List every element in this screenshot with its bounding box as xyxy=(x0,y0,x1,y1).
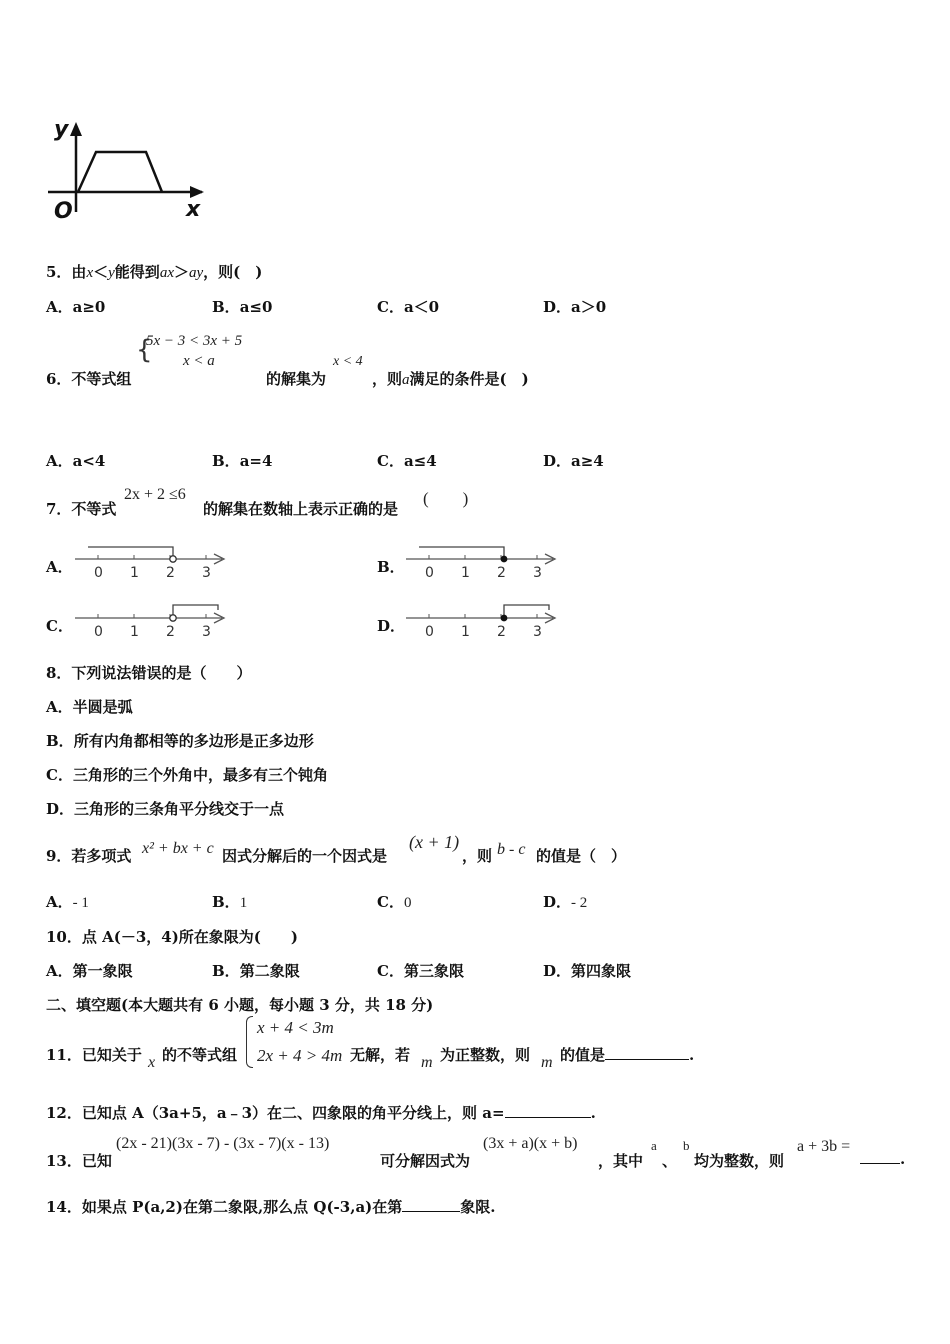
q5-option-d[interactable] xyxy=(543,296,606,317)
y-label: y xyxy=(54,117,69,142)
q5-mid: 能得到 xyxy=(114,263,160,281)
question-11 xyxy=(46,1044,142,1065)
function-graph xyxy=(44,112,214,224)
tick-label: 0 xyxy=(425,565,434,581)
question-9 xyxy=(46,845,131,866)
option-letter: C． xyxy=(46,766,73,784)
q14-answer-blank[interactable] xyxy=(402,1211,460,1212)
q8-option-d[interactable] xyxy=(46,798,284,819)
question-11-tail2 xyxy=(440,1044,530,1065)
option-letter: A． xyxy=(46,893,73,911)
solid-point xyxy=(501,615,508,622)
option-letter: B． xyxy=(212,962,240,980)
q8-option-a[interactable] xyxy=(46,696,133,717)
option-text: 1 xyxy=(239,895,248,911)
q9-mid2: ，则 xyxy=(462,847,493,865)
question-7-mid xyxy=(203,498,398,519)
q6-tail-b: 满足的条件是( ) xyxy=(409,370,529,388)
q13-factor: (3x + a)(x + b) xyxy=(483,1135,578,1152)
q6-option-a[interactable] xyxy=(46,450,105,471)
option-text: 三角形的三条角平分线交于一点 xyxy=(74,800,285,818)
q11-var-m2: m xyxy=(541,1054,553,1071)
q13-end: . xyxy=(900,1150,906,1168)
q14-tail: 象限. xyxy=(460,1198,496,1216)
q12-answer-blank[interactable] xyxy=(505,1117,591,1118)
q11-answer-blank[interactable] xyxy=(605,1059,689,1060)
tick-label: 3 xyxy=(533,624,542,640)
option-text: 第三象限 xyxy=(403,962,464,980)
tick-label: 1 xyxy=(130,624,139,640)
option-text: 0 xyxy=(403,895,412,911)
q9-tail: 的值是（ ） xyxy=(536,847,627,865)
option-text: 第四象限 xyxy=(571,962,632,980)
q7-numberline-c[interactable] xyxy=(70,601,230,643)
q7-option-a-letter[interactable]: A． xyxy=(46,558,73,576)
question-13-mid xyxy=(380,1150,470,1171)
option-text: 第一象限 xyxy=(72,962,133,980)
q7-numberline-d[interactable] xyxy=(401,601,561,643)
q11-tail3: 的值是 xyxy=(560,1046,606,1064)
option-letter: C． xyxy=(377,452,404,470)
q7-numberline-b[interactable] xyxy=(401,542,561,584)
question-11-mid xyxy=(162,1044,237,1065)
tick-label: 3 xyxy=(533,565,542,581)
q6-option-d[interactable] xyxy=(543,450,604,471)
q11-var-x: x xyxy=(148,1054,156,1071)
q7-num: 7．不等式 xyxy=(46,500,117,518)
q13-answer-blank[interactable] xyxy=(860,1163,900,1164)
question-6-mid xyxy=(266,368,326,389)
q12-end: . xyxy=(590,1104,596,1122)
q6-system-line1: 5x − 3 < 3x + 5 xyxy=(146,333,243,349)
tick-label: 0 xyxy=(94,624,103,640)
q8-option-c[interactable] xyxy=(46,764,328,785)
tick-label: 2 xyxy=(497,624,506,640)
option-letter: C． xyxy=(377,298,404,316)
question-9-tail xyxy=(536,845,626,866)
option-letter: B． xyxy=(212,452,240,470)
q14-text: 14．如果点 P(a,2)在第二象限,那么点 Q(-3,a)在第 xyxy=(46,1198,403,1216)
q6-tail-a: ，则 xyxy=(372,370,403,388)
hollow-point xyxy=(170,615,176,621)
option-text: a≥0 xyxy=(72,298,106,316)
q9-option-d[interactable] xyxy=(543,891,587,912)
q5-lt: ＜ xyxy=(93,263,109,281)
q5-tail: ，则( ) xyxy=(203,263,263,281)
q10-option-a[interactable] xyxy=(46,960,133,981)
q12-text: 12．已知点 A（3a+5，a﹣3）在二、四象限的角平分线上，则 a= xyxy=(46,1104,505,1122)
tick-label: 2 xyxy=(166,624,175,640)
option-letter: D． xyxy=(543,893,572,911)
q5-num: 5．由 xyxy=(46,263,87,281)
q11-brace xyxy=(246,1016,253,1068)
option-text: 第二象限 xyxy=(239,962,300,980)
solid-point xyxy=(501,556,508,563)
question-13-mid2 xyxy=(598,1150,643,1171)
q5-ax: ax xyxy=(159,265,174,281)
q7-option-b-letter[interactable]: B． xyxy=(377,558,405,576)
option-letter: A． xyxy=(46,452,73,470)
question-13-mid3 xyxy=(694,1150,784,1171)
option-text: 三角形的三个外角中，最多有三个钝角 xyxy=(72,766,328,784)
q13-var-b: b xyxy=(683,1138,690,1153)
option-text: a≥4 xyxy=(571,452,604,470)
option-letter: D． xyxy=(543,298,572,316)
q10-option-c[interactable] xyxy=(377,960,464,981)
solution-ray xyxy=(419,547,504,556)
solution-ray xyxy=(88,547,173,556)
q13-mid3: 均为整数，则 xyxy=(694,1152,785,1170)
question-14 xyxy=(46,1196,496,1217)
option-text: a＞0 xyxy=(571,298,607,316)
solution-ray xyxy=(173,605,218,615)
option-letter: A． xyxy=(46,962,73,980)
q6-var-a: a xyxy=(402,372,410,388)
q9-option-a[interactable] xyxy=(46,891,89,912)
q13-mid: 可分解因式为 xyxy=(380,1152,471,1170)
option-text: - 2 xyxy=(571,895,588,911)
question-12 xyxy=(46,1102,596,1123)
q6-solution: x < 4 xyxy=(333,354,363,369)
q7-option-c-letter[interactable]: C． xyxy=(46,617,73,635)
q11-mid: 的不等式组 xyxy=(162,1046,238,1064)
option-letter: C． xyxy=(377,962,404,980)
q6-num: 6．不等式组 xyxy=(46,370,132,388)
q9-polynomial: x² + bx + c xyxy=(142,840,214,857)
question-6-tail xyxy=(372,368,529,389)
q11-num: 11．已知关于 xyxy=(46,1046,142,1064)
q7-numberline-a[interactable] xyxy=(70,542,230,584)
option-text: a≤4 xyxy=(403,452,437,470)
option-text: - 1 xyxy=(72,895,89,911)
tick-label: 1 xyxy=(461,565,470,581)
q7-paren: ( ) xyxy=(423,489,469,508)
question-11-tail1 xyxy=(350,1044,410,1065)
option-letter: B． xyxy=(212,298,240,316)
tick-label: 3 xyxy=(202,624,211,640)
q9-mid: 因式分解后的一个因式是 xyxy=(222,847,388,865)
tick-label: 2 xyxy=(166,565,175,581)
y-axis-arrow xyxy=(70,122,82,136)
q9-factor: (x + 1) xyxy=(409,832,460,852)
q10-option-b[interactable] xyxy=(212,960,300,981)
tick-label: 0 xyxy=(425,624,434,640)
q6-option-b[interactable] xyxy=(212,450,272,471)
question-13-answer xyxy=(860,1150,905,1168)
q13-expression: (2x - 21)(3x - 7) - (3x - 7)(x - 13) xyxy=(116,1135,330,1152)
q13-sep: 、 xyxy=(662,1152,678,1170)
q6-system-line2: x < a xyxy=(183,353,215,369)
q5-gt: ＞ xyxy=(173,263,189,281)
option-text: a=4 xyxy=(239,452,273,470)
option-letter: B． xyxy=(46,732,74,750)
tick-label: 3 xyxy=(202,565,211,581)
q5-option-c[interactable] xyxy=(377,296,439,317)
q9-option-b[interactable] xyxy=(212,891,247,912)
question-8: 8．下列说法错误的是（ ） xyxy=(46,664,252,682)
q13-result-expr: a + 3b = xyxy=(797,1138,851,1155)
question-10: 10．点 A(－3，4)所在象限为( ) xyxy=(46,928,298,946)
option-text: a≤0 xyxy=(239,298,273,316)
q11-system-line1: x + 4 < 3m xyxy=(257,1018,334,1037)
option-letter: D． xyxy=(543,452,572,470)
option-letter: C． xyxy=(377,893,404,911)
o-label: O xyxy=(54,199,73,224)
q8-option-b[interactable] xyxy=(46,730,314,751)
option-text: a<4 xyxy=(72,452,106,470)
option-text: a＜0 xyxy=(403,298,440,316)
q6-mid: 的解集为 xyxy=(266,370,327,388)
option-letter: A． xyxy=(46,298,73,316)
q11-tail2: 为正整数，则 xyxy=(440,1046,531,1064)
question-9-mid2 xyxy=(462,845,492,866)
q9-num: 9．若多项式 xyxy=(46,847,132,865)
q11-tail1: 无解，若 xyxy=(350,1046,411,1064)
question-7 xyxy=(46,498,116,519)
q5-option-b[interactable] xyxy=(212,296,272,317)
q5-option-a[interactable] xyxy=(46,296,105,317)
tick-label: 1 xyxy=(130,565,139,581)
option-letter: B． xyxy=(212,893,240,911)
section-2-title: 二、填空题(本大题共有 6 小题，每小题 3 分，共 18 分) xyxy=(46,996,434,1014)
q5-ay: ay xyxy=(189,265,204,281)
option-letter: D． xyxy=(543,962,572,980)
q5-y: y xyxy=(108,265,115,281)
x-label: x xyxy=(186,197,201,222)
q7-mid: 的解集在数轴上表示正确的是 xyxy=(203,500,399,518)
q10-option-d[interactable] xyxy=(543,960,631,981)
q11-var-m: m xyxy=(421,1054,433,1071)
question-11-tail3 xyxy=(560,1044,694,1065)
option-letter: D． xyxy=(46,800,75,818)
q9-expr: b - c xyxy=(497,841,526,858)
solution-ray xyxy=(504,605,549,615)
q11-system-line2: 2x + 4 > 4m xyxy=(257,1046,343,1065)
question-13-sep xyxy=(662,1150,677,1171)
tick-label: 2 xyxy=(497,565,506,581)
option-text: 所有内角都相等的多边形是正多边形 xyxy=(73,732,314,750)
q9-option-c[interactable] xyxy=(377,891,411,912)
hollow-point xyxy=(170,556,176,562)
q13-mid2: ，其中 xyxy=(598,1152,644,1170)
question-9-mid xyxy=(222,845,387,866)
q6-system-brace: { xyxy=(136,335,153,365)
question-6 xyxy=(46,368,131,389)
q7-inequality: 2x + 2 ≤6 xyxy=(124,486,186,503)
tick-label: 1 xyxy=(461,624,470,640)
q11-end: . xyxy=(689,1046,695,1064)
trapezoid-curve xyxy=(78,152,162,192)
option-text: 半圆是弧 xyxy=(72,698,133,716)
q5-x: x xyxy=(86,265,94,281)
q13-num: 13．已知 xyxy=(46,1152,112,1170)
q13-var-a: a xyxy=(651,1138,657,1153)
q7-option-d-letter[interactable]: D． xyxy=(377,617,406,635)
tick-label: 0 xyxy=(94,565,103,581)
q6-option-c[interactable] xyxy=(377,450,437,471)
option-letter: A． xyxy=(46,698,73,716)
question-5 xyxy=(46,261,262,282)
question-13 xyxy=(46,1150,112,1171)
